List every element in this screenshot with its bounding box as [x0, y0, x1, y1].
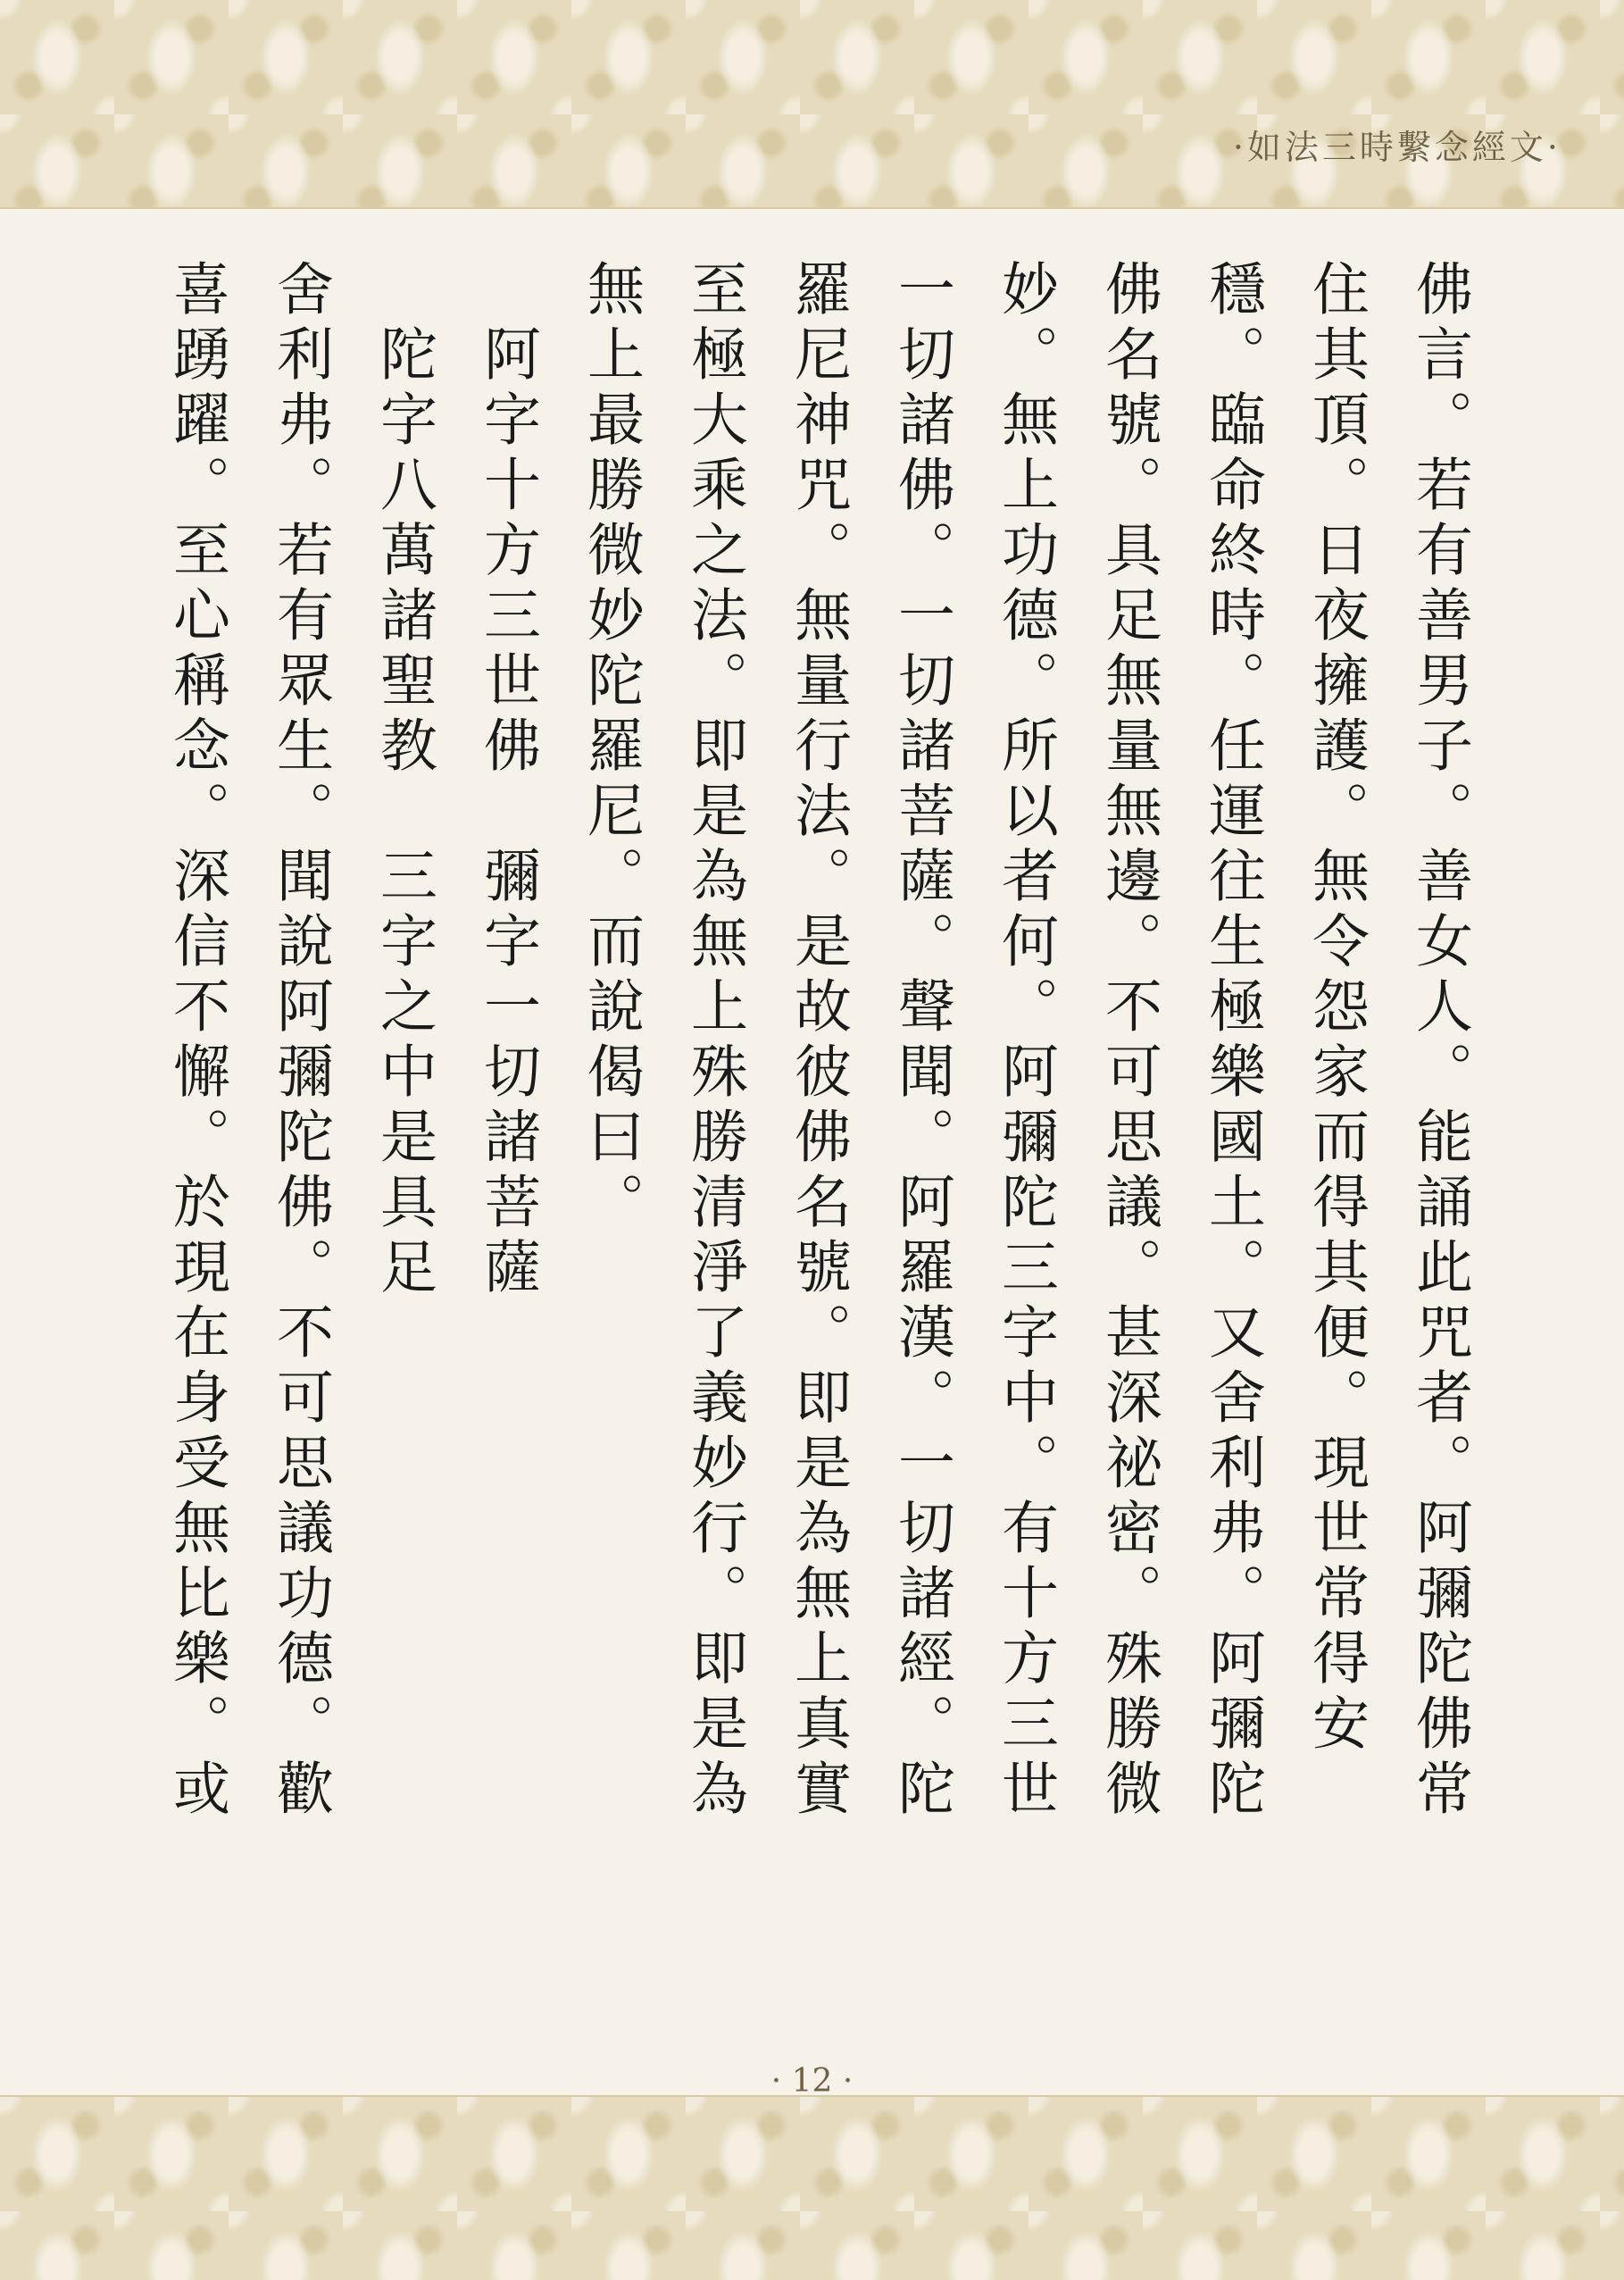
verse-column: 阿字十方三世佛 彌字一切諸菩薩: [474, 259, 540, 1302]
text-column: 穩。臨命終時。任運往生極樂國土。又舍利弗。阿彌陀: [1199, 259, 1265, 1824]
text-column: 羅尼神咒。無量行法。是故彼佛名號。即是為無上真實: [785, 259, 851, 1824]
text-column: 無上最勝微妙陀羅尼。而說偈曰。: [578, 259, 644, 1237]
text-column: 佛言。若有善男子。善女人。能誦此咒者。阿彌陀佛常: [1406, 259, 1472, 1824]
text-column: 佛名號。具足無量無邊。不可思議。甚深祕密。殊勝微: [1095, 259, 1162, 1824]
text-column: 妙。無上功德。所以者何。阿彌陀三字中。有十方三世: [992, 259, 1058, 1824]
text-column: 舍利弗。若有眾生。聞說阿彌陀佛。不可思議功德。歡: [267, 259, 333, 1824]
verse-column: 陀字八萬諸聖教 三字之中是具足: [371, 259, 437, 1302]
top-decorative-band: [0, 0, 1624, 209]
text-column: 至極大乘之法。即是為無上殊勝清淨了義妙行。即是為: [681, 259, 747, 1824]
scripture-text: [116, 259, 1491, 2063]
running-title: ·如法三時繫念經文·: [1232, 128, 1562, 167]
text-column: 一切諸佛。一切諸菩薩。聲聞。阿羅漢。一切諸經。陀: [888, 259, 954, 1824]
page-number: · 12 ·: [770, 2063, 854, 2100]
text-column: 喜踴躍。至心稱念。深信不懈。於現在身受無比樂。或: [163, 259, 229, 1824]
text-column: 住其頂。日夜擁護。無令怨家而得其便。現世常得安: [1303, 259, 1369, 1758]
bottom-decorative-band: [0, 2095, 1624, 2280]
